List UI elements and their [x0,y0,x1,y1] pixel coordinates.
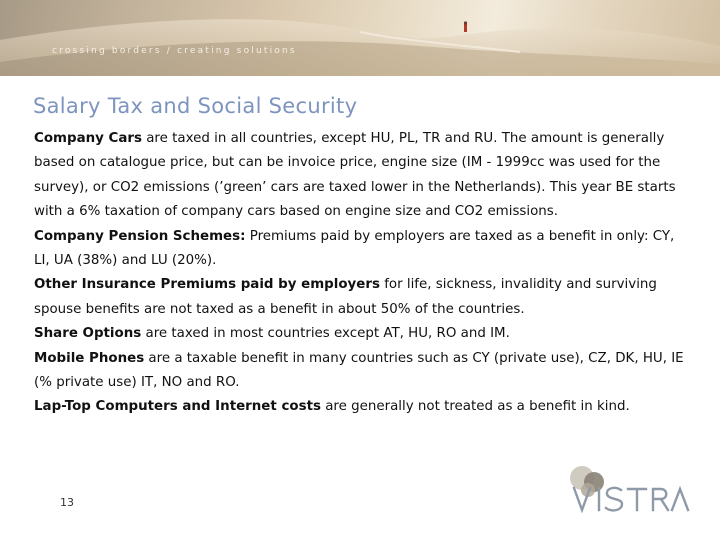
paragraph-heading: Lap-Top Computers and Internet costs [34,399,321,415]
paragraph-mobile-phones [34,347,694,396]
traveler-figure [464,21,467,32]
paragraph-heading: Company Cars [34,131,142,146]
vistra-logo [560,458,690,520]
paragraph-text: are a taxable benefit in many countries such as CY (private use), CZ, DK, HU, IE (% private use) IT, NO and RO. [34,350,684,391]
paragraph-heading: Mobile Phones [34,350,145,366]
page-number: 13 [60,496,74,509]
banner-tagline: crossing borders / creating solutions [52,46,297,56]
paragraph-text: are taxed in all countries, except HU, PL, TR and RU. The amount is generally based on catalogue price, but can be invoice price, engine size (IM - 1999cc was used for the survey), or CO2 emissions (’green’ cars are taxed lower in the Netherlands). This year BE starts with a 6% taxation of company cars based on engine size and CO2 emissions. [34,131,676,220]
slide-title: Salary Tax and Social Security [33,94,358,118]
paragraph-text: are taxed in most countries except AT, HU, RO and IM. [141,326,510,342]
slide-body [34,127,694,420]
paragraph-share-options [34,322,694,346]
desert-dunes-image [0,0,720,76]
paragraph-text: for life, sickness, invalidity and surviving spouse benefits are not taxed as a benefit in about 50% of the countries. [34,277,657,317]
paragraph-company-cars [34,127,694,225]
paragraph-laptop-internet [34,395,694,419]
paragraph-insurance-premiums [34,273,694,322]
paragraph-text: are generally not treated as a benefit in kind. [320,399,630,415]
paragraph-heading: Company Pension Schemes: [34,228,246,244]
paragraph-heading: Share Options [34,326,142,342]
paragraph-heading: Other Insurance Premiums paid by employers [34,277,380,293]
header-banner [0,0,720,76]
paragraph-pension-schemes [34,225,694,274]
paragraph-text: Premiums paid by employers are taxed as a benefit in only: CY, LI, UA (38%) and LU (20%). [34,228,675,269]
